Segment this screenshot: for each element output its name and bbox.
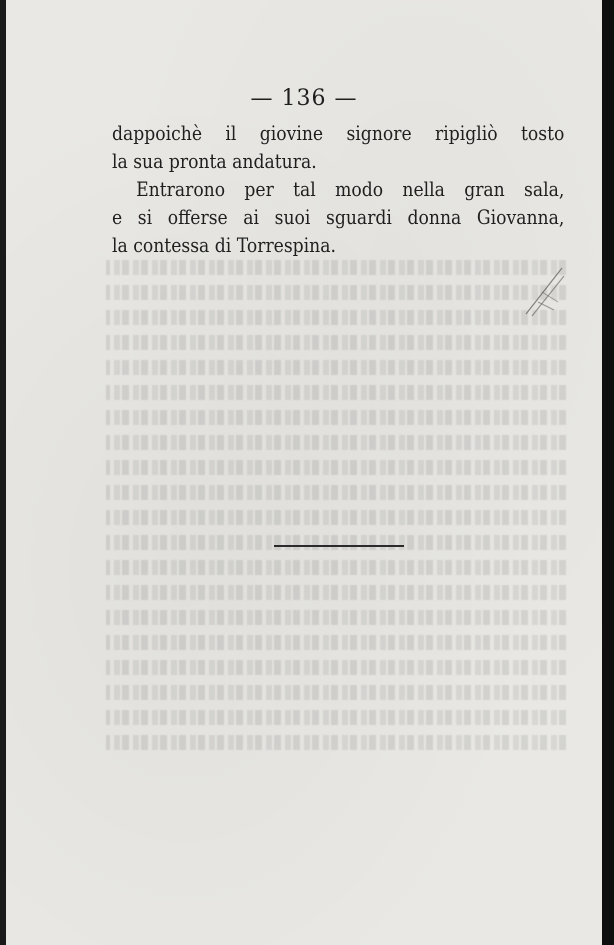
- text-line-1: dappoichè il giovine signore ripigliò tosto: [112, 121, 565, 145]
- text-line-5: la contessa di Torrespina.: [112, 233, 336, 257]
- text-line-4: e si offerse ai suoi sguardi donna Giovanna,: [112, 205, 565, 229]
- page-edge: [602, 0, 614, 945]
- book-page: [6, 0, 602, 945]
- section-separator: [274, 545, 404, 547]
- body-text: [112, 119, 564, 259]
- text-line-2: la sua pronta andatura.: [112, 149, 317, 173]
- text-line-3: Entrarono per tal modo nella gran sala,: [136, 177, 565, 201]
- show-through-texture: [106, 250, 566, 910]
- pencil-mark-icon: [518, 262, 568, 322]
- page-number: — 136 —: [250, 86, 358, 111]
